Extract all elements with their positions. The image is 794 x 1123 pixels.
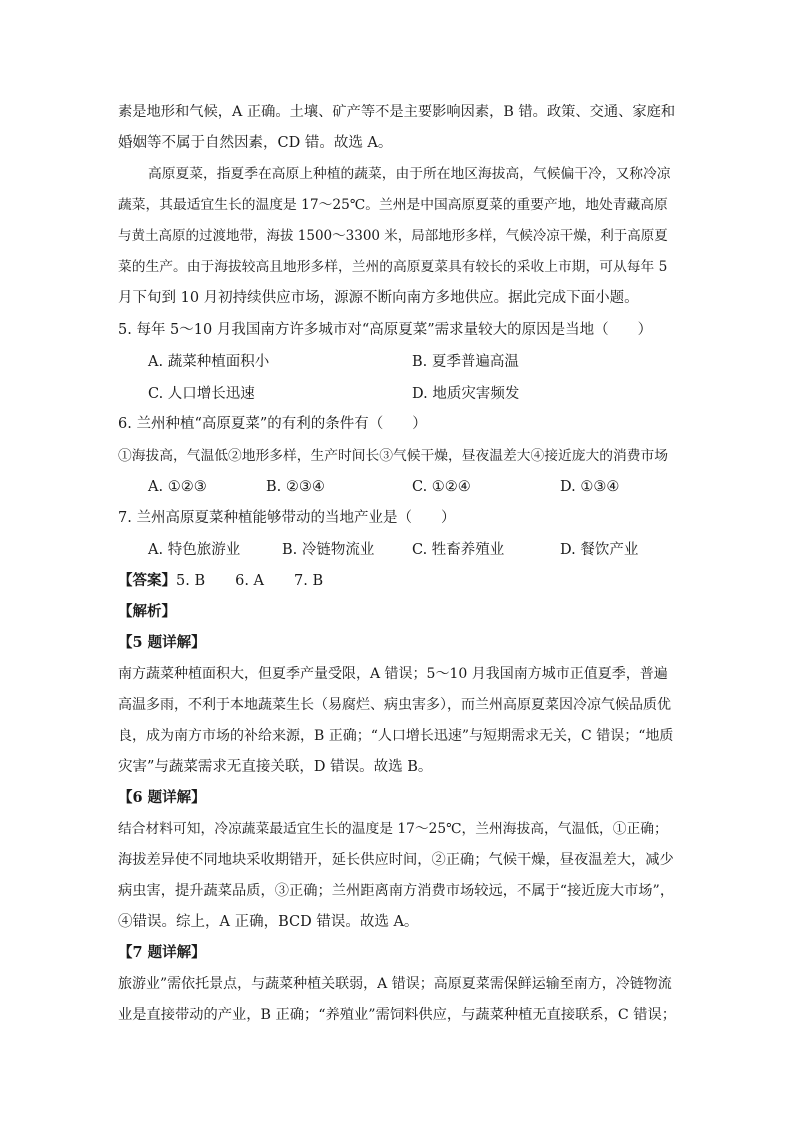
q7-explanation-line: 业是直接带动的产业，B 正确；“养殖业”需饲料供应，与蔬菜种植无直接联系，C 错误； <box>118 1007 677 1023</box>
q5-explanation-line: 高温多雨，不利于本地蔬菜生长（易腐烂、病虫害多），而兰州高原夏菜因冷凉气候品质优 <box>118 697 671 713</box>
answer-line <box>118 571 323 591</box>
q6-explanation-line: 结合材料可知，冷凉蔬菜最适宜生长的温度是 17～25℃，兰州海拔高，气温低，①正确； <box>118 821 668 837</box>
q5-option-c: C. 人口增长迅速 <box>148 386 255 402</box>
q5-explanation-line: 灾害”与蔬菜需求无直接关联，D 错误。故选 B。 <box>118 759 433 775</box>
q7-option-b: B. 冷链物流业 <box>282 542 375 558</box>
q6-detail-heading: 【6 题详解】 <box>118 789 206 806</box>
q7-option-a: A. 特色旅游业 <box>148 542 241 558</box>
answer-7: 7. B <box>294 573 324 589</box>
answer-5: 5. B <box>176 573 206 589</box>
q5-option-d: D. 地质灾害频发 <box>412 386 520 402</box>
q5-option-b: B. 夏季普遍高温 <box>412 354 519 370</box>
answer-label: 【答案】 <box>118 572 176 589</box>
passage-line: 素是地形和气候，A 正确。土壤、矿产等不是主要影响因素，B 错。政策、交通、家庭和 <box>118 104 676 120</box>
q7-option-d: D. 餐饮产业 <box>560 542 639 558</box>
q6-option-a: A. ①②③ <box>148 479 207 495</box>
q6-option-b: B. ②③④ <box>266 479 325 495</box>
material-line: 菜的生产。由于海拔较高且地形多样，兰州的高原夏菜具有较长的采收上市期，可从每年 5 <box>118 259 668 275</box>
q5-explanation-line: 良，成为南方市场的补给来源，B 正确；“人口增长迅速”与短期需求无关，C 错误；“地质 <box>118 728 674 744</box>
answer-6: 6. A <box>235 573 265 589</box>
material-line: 高原夏菜，指夏季在高原上种植的蔬菜，由于所在地区海拔高，气候偏干冷，又称冷凉 <box>148 166 671 182</box>
q7-detail-heading: 【7 题详解】 <box>118 944 206 961</box>
q6-explanation-line: 海拔差异使不同地块采收期错开，延长供应时间，②正确；气候干燥，昼夜温差大，减少 <box>118 852 674 868</box>
question-7-stem: 7. 兰州高原夏菜种植能够带动的当地产业是（ ） <box>118 510 456 526</box>
question-5-stem: 5. 每年 5～10 月我国南方许多城市对“高原夏菜”需求量较大的原因是当地（ ） <box>118 322 653 338</box>
material-line: 月下旬到 10 月初持续供应市场，源源不断向南方多地供应。据此完成下面小题。 <box>118 290 639 306</box>
q7-explanation-line: 旅游业”需依托景点，与蔬菜种植关联弱，A 错误；高原夏菜需保鲜运输至南方，冷链物流 <box>118 976 672 992</box>
q6-explanation-line: ④错误。综上，A 正确，BCD 错误。故选 A。 <box>118 914 419 930</box>
material-line: 与黄土高原的过渡地带，海拔 1500～3300 米，局部地形多样，气候冷凉干燥，利于高原夏 <box>118 228 668 244</box>
q5-option-a: A. 蔬菜种植面积小 <box>148 354 270 370</box>
question-6-stem: 6. 兰州种植“高原夏菜”的有利的条件有（ ） <box>118 416 427 432</box>
q7-option-c: C. 牲畜养殖业 <box>412 542 505 558</box>
q6-option-c: C. ①②④ <box>412 479 471 495</box>
analysis-label: 【解析】 <box>118 603 176 620</box>
q5-explanation-line: 南方蔬菜种植面积大，但夏季产量受限，A 错误；5～10 月我国南方城市正值夏季，普遍 <box>118 666 668 682</box>
q6-option-d: D. ①③④ <box>560 479 620 495</box>
q5-detail-heading: 【5 题详解】 <box>118 634 206 651</box>
passage-line: 婚姻等不属于自然因素，CD 错。故选 A。 <box>118 135 393 151</box>
material-line: 蔬菜，其最适宜生长的温度是 17～25℃。兰州是中国高原夏菜的重要产地，地处青藏高原 <box>118 197 668 213</box>
question-6-conditions: ①海拔高，气温低②地形多样，生产时间长③气候干燥，昼夜温差大④接近庞大的消费市场 <box>118 448 669 464</box>
q6-explanation-line: 病虫害，提升蔬菜品质，③正确；兰州距离南方消费市场较远，不属于“接近庞大市场”， <box>118 883 675 899</box>
